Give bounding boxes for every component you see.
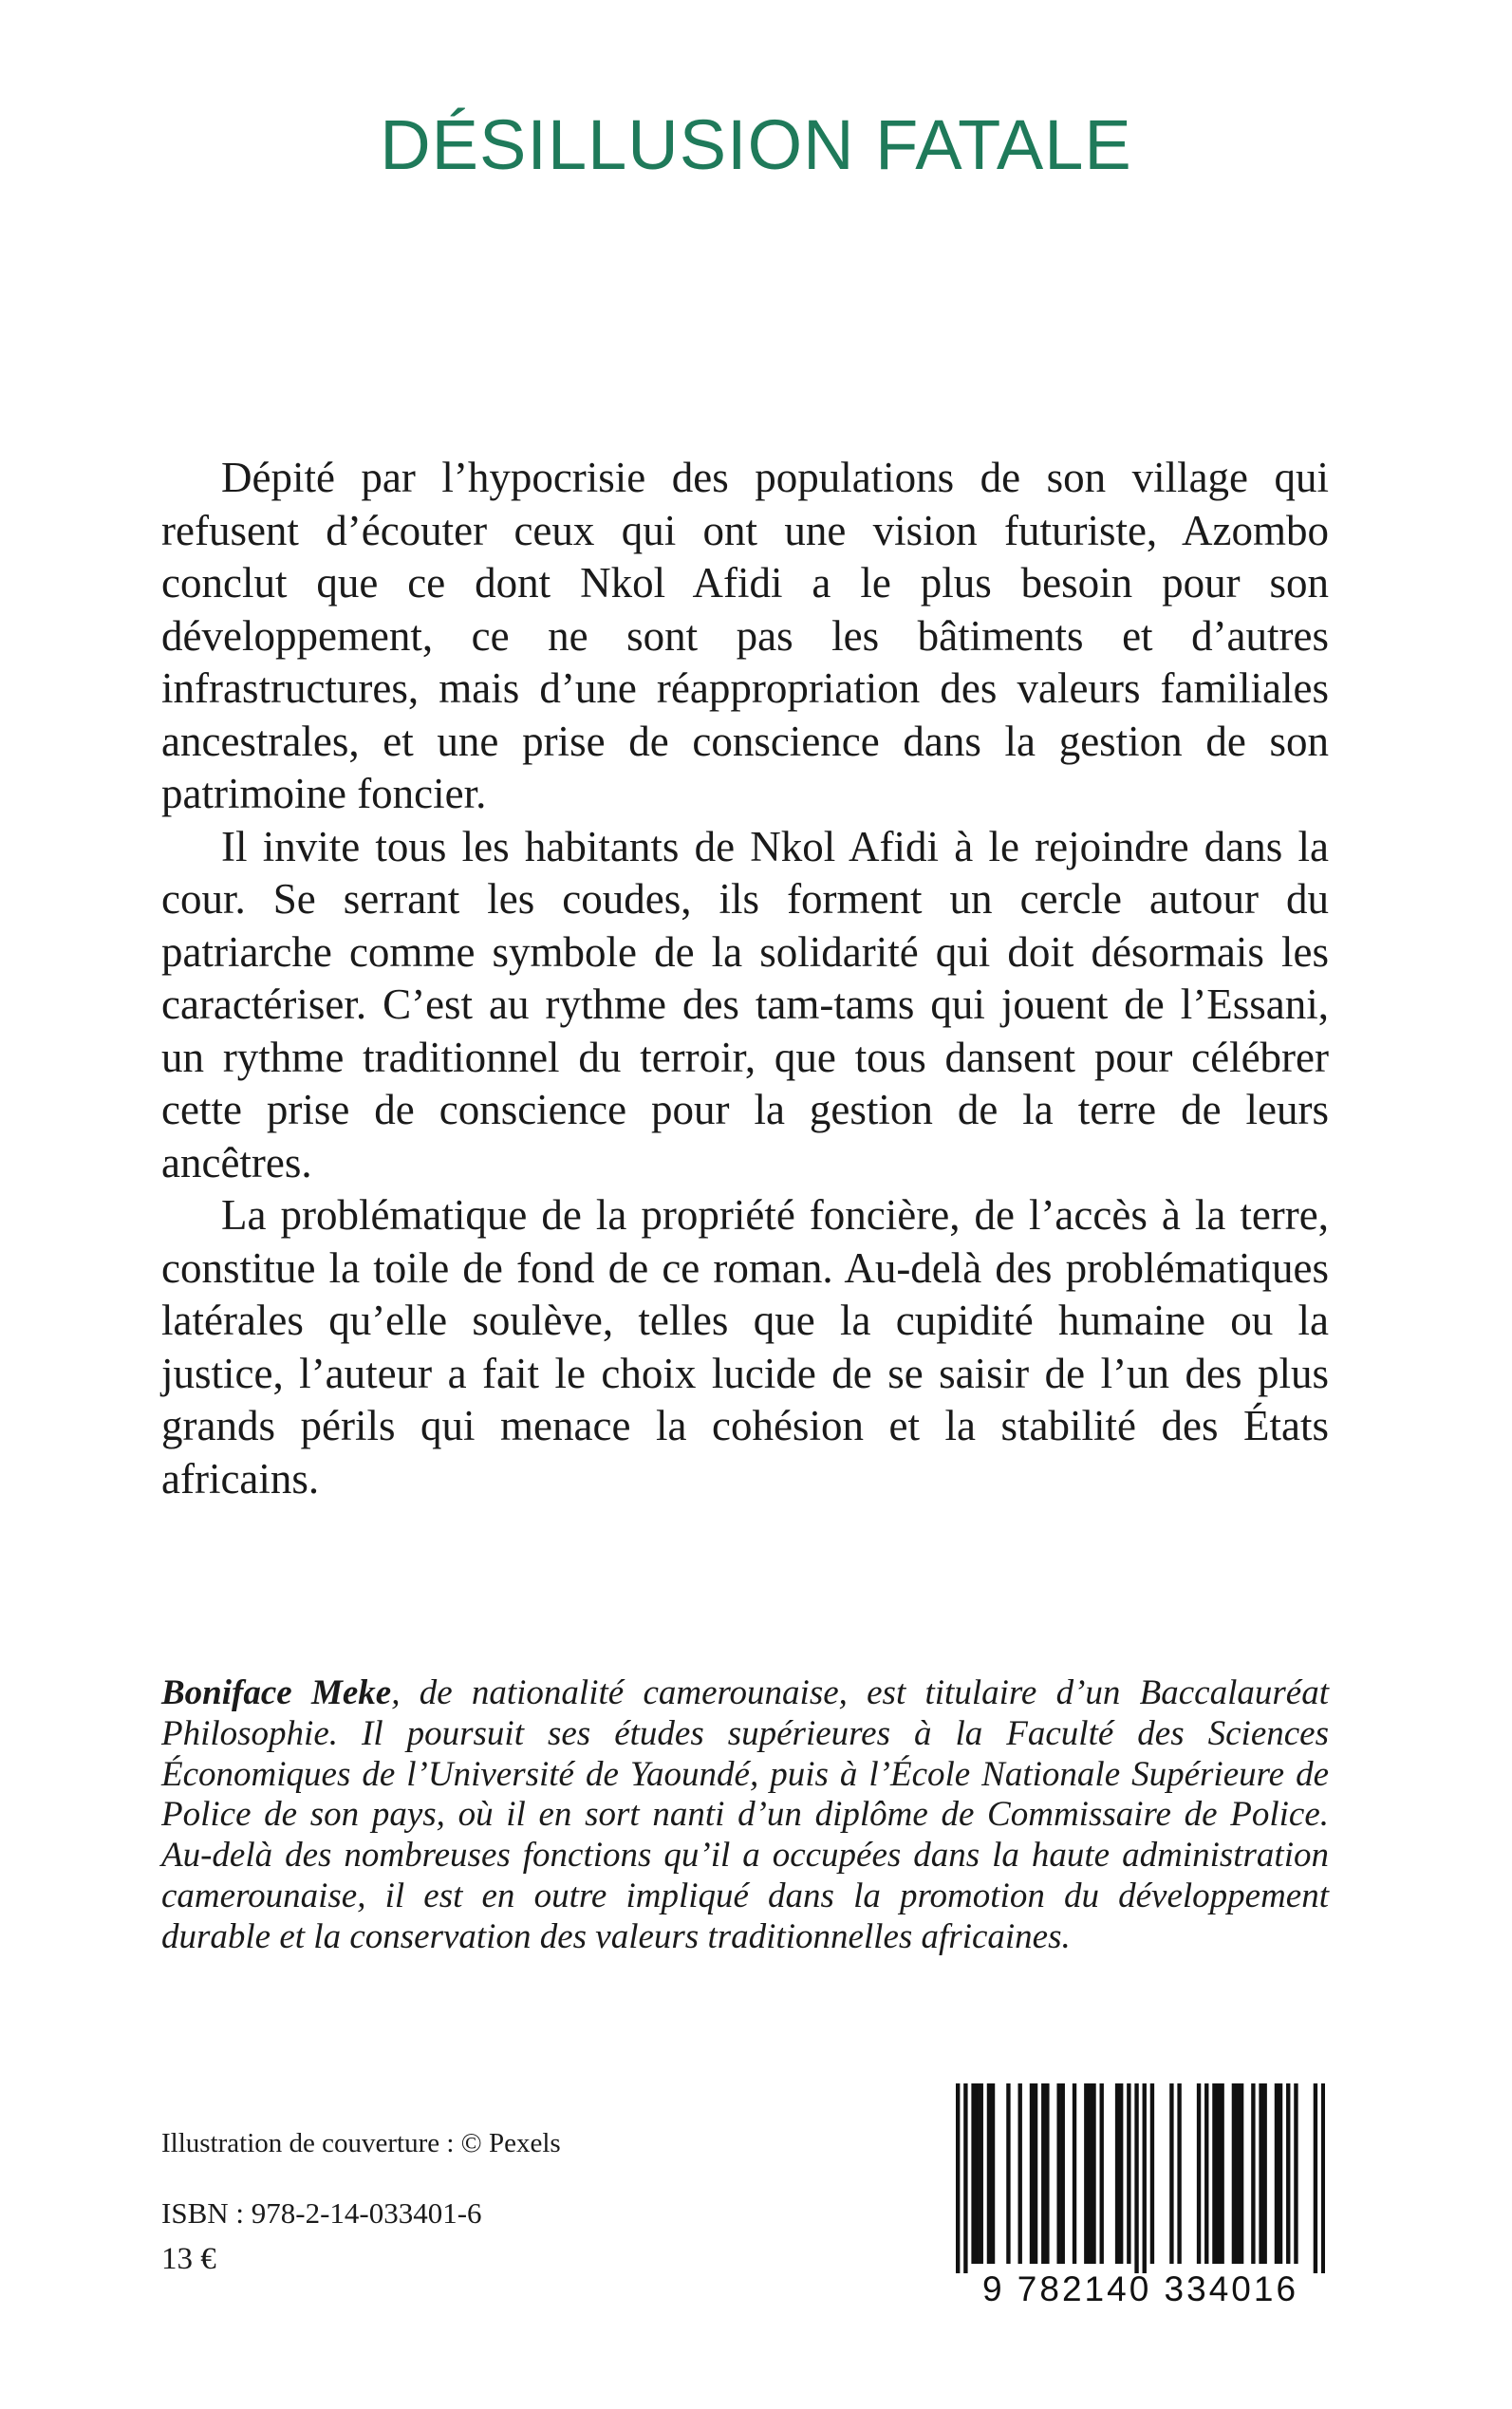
barcode-bar	[1251, 2083, 1255, 2264]
barcode-bar	[1092, 2083, 1095, 2264]
barcode-bar	[1143, 2083, 1147, 2273]
barcode-bar	[1169, 2083, 1173, 2264]
barcode-bar	[1294, 2083, 1297, 2264]
barcode-bar	[991, 2083, 995, 2264]
author-name: Boniface Meke	[161, 1673, 392, 1712]
barcode-bar	[1073, 2083, 1076, 2264]
synopsis	[161, 452, 1329, 1505]
isbn: ISBN : 978-2-14-033401-6	[161, 2196, 482, 2230]
barcode-bar	[1204, 2083, 1208, 2264]
barcode-bar	[1088, 2083, 1092, 2264]
barcode-bar	[1275, 2083, 1279, 2264]
barcode-bar	[987, 2083, 991, 2264]
barcode	[956, 2083, 1325, 2311]
author-bio	[161, 1673, 1329, 1958]
barcode-bar	[1232, 2083, 1236, 2264]
barcode-bar	[1150, 2083, 1154, 2264]
barcode-bar	[1216, 2083, 1220, 2264]
barcode-bar	[1034, 2083, 1037, 2264]
barcode-bar	[1100, 2083, 1104, 2264]
barcode-bar	[971, 2083, 975, 2264]
barcode-bar	[1262, 2083, 1266, 2264]
barcode-bar	[1220, 2083, 1223, 2264]
barcode-bar	[1119, 2083, 1123, 2264]
book-title: DÉSILLUSION FATALE	[380, 105, 1132, 184]
barcode-bar	[1115, 2083, 1119, 2264]
synopsis-paragraph-2: Il invite tous les habitants de Nkol Afidi à le rejoindre dans la cour. Se serrant les coudes, ils forment un cercle autour du patriarche comme symbole de la solidarité qui doit désormais les caractériser. C’est au rythme des tam-tams qui jouent de l’Essani, un rythme traditionnel du terroir, que tous dansent pour célébrer cette prise de conscience pour la gestion de la terre de leurs ancêtres.	[161, 822, 1329, 1186]
barcode-bar	[956, 2083, 960, 2273]
barcode-bar	[1030, 2083, 1034, 2264]
synopsis-paragraph-1: Dépité par l’hypocrisie des populations de son village qui refusent d’écouter ceux qui ont une vision futuriste, Azombo conclut que ce dont Nkol Afidi a le plus besoin pour son développement, ce ne sont pas les bâtiments et d’autres infrastructures, mais d’une réappropriation des valeurs familiales ancestrales, et une prise de conscience dans la gestion de son patrimoine foncier.	[161, 454, 1329, 817]
barcode-bar	[1236, 2083, 1240, 2264]
barcode-icon	[956, 2083, 1325, 2273]
author-bio-text: , de nationalité camerounaise, est titulaire d’un Baccalauréat Philosophie. Il poursuit ses études supérieures à la Faculté des Sciences Économiques de l’Université de Yaoundé, puis à l’École Nationale Supérieure de Police de son pays, où il en sort nanti d’un diplôme de Commissaire de Police. Au-delà des nombreuses fonctions qu’il a occupées dans la haute administration camerounaise, il est en outre impliqué dans la promotion du développement durable et la conservation des valeurs traditionnelles africaines.	[161, 1673, 1329, 1956]
barcode-bar	[1259, 2083, 1262, 2264]
barcode-bar	[1197, 2083, 1201, 2264]
barcode-bar	[1127, 2083, 1130, 2264]
barcode-bar	[1061, 2083, 1065, 2264]
barcode-bar	[1177, 2083, 1181, 2264]
barcode-bar	[1286, 2083, 1290, 2264]
barcode-bar	[1045, 2083, 1049, 2264]
barcode-bar	[1240, 2083, 1243, 2264]
barcode-bar	[1041, 2083, 1045, 2264]
barcode-bar	[1134, 2083, 1138, 2273]
barcode-bar	[1006, 2083, 1010, 2264]
barcode-bar	[1279, 2083, 1282, 2264]
barcode-bar	[1084, 2083, 1088, 2264]
barcode-bar	[1314, 2083, 1317, 2273]
barcode-bar	[1018, 2083, 1022, 2264]
barcode-bar	[1321, 2083, 1325, 2273]
cover-credit: Illustration de couverture : © Pexels	[161, 2128, 561, 2158]
barcode-bar	[980, 2083, 983, 2264]
barcode-bar	[1056, 2083, 1060, 2264]
barcode-bar	[963, 2083, 967, 2273]
synopsis-paragraph-3: La problématique de la propriété foncière, de l’accès à la terre, constitue la toile de fond de ce roman. Au-delà des problématiques latérales qu’elle soulève, telles que la cupidité humaine ou la justice, l’auteur a fait le choix lucide de se saisir de l’un des plus grands périls qui menace la cohésion et la stabilité des États africains.	[161, 1191, 1329, 1503]
barcode-bar	[1212, 2083, 1216, 2264]
price: 13 €	[161, 2242, 216, 2276]
barcode-number: 9 782140 334016	[981, 2269, 1299, 2308]
barcode-bar	[975, 2083, 979, 2264]
